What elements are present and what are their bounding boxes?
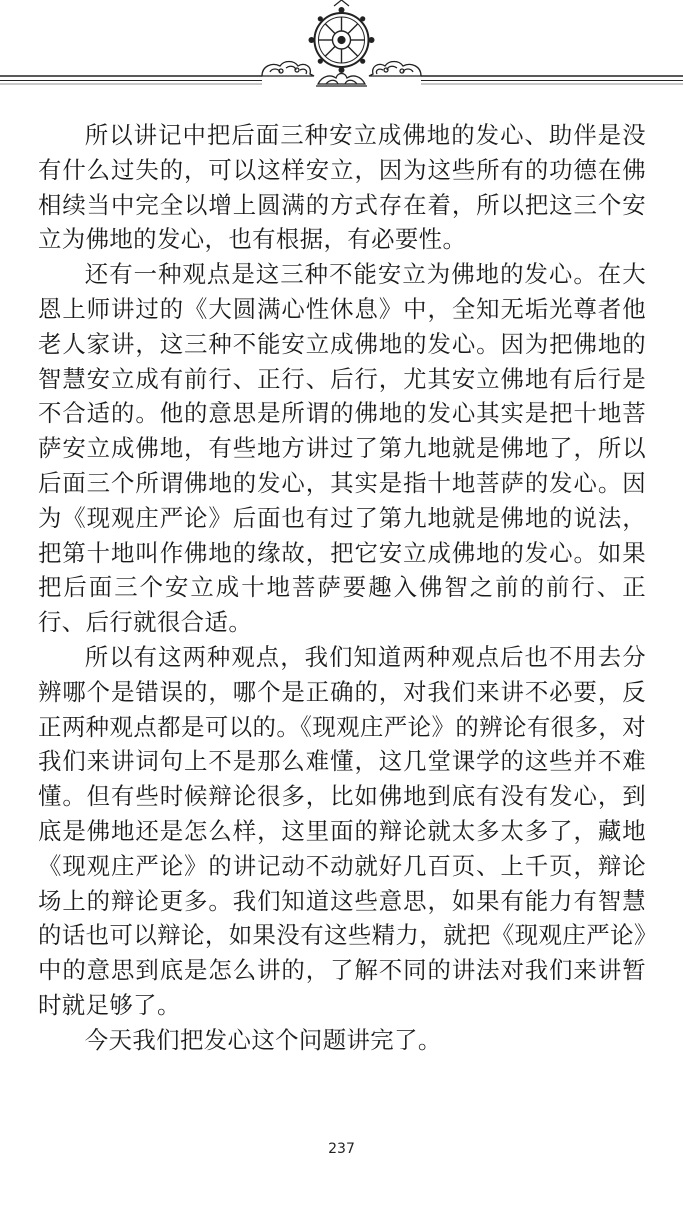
lotus-base-icon <box>316 74 367 87</box>
page-number: 237 <box>328 1141 355 1157</box>
cloud-ornament-left-icon <box>262 62 314 77</box>
page-header <box>0 0 683 100</box>
header-ornament <box>0 0 683 100</box>
dharma-wheel-icon <box>309 0 375 73</box>
cloud-ornament-right-icon <box>369 62 421 77</box>
paragraph-3: 所以有这两种观点，我们知道两种观点后也不用去分辨哪个是错误的，哪个是正确的，对我们来讲不必要，反正两种观点都是可以的。《现观庄严论》的辨论有很多，对我们来讲词句上不是那么难懂，这几堂课学的这些并不难懂。但有些时候辩论很多，比如佛地到底有没有发心，到底是佛地还是怎么样，这里面的辩论就太多太多了，藏地《现观庄严论》的讲记动不动就好几百页、上千页，辩论场上的辩论更多。我们知道这些意思，如果有能力有智慧的话也可以辩论，如果没有这些精力，就把《现观庄严论》中的意思到底是怎么讲的，了解不同的讲法对我们来讲暂时就足够了。 <box>38 642 646 1019</box>
header-rule-left <box>0 76 262 84</box>
paragraph-1: 所以讲记中把后面三种安立成佛地的发心、助伴是没有什么过失的，可以这样安立，因为这些所有的功德在佛相续当中完全以增上圆满的方式存在着，所以把这三个安立为佛地的发心，也有根据，有必要性。 <box>38 121 646 254</box>
page-body <box>38 118 646 1058</box>
paragraph-4: 今天我们把发心这个问题讲完了。 <box>84 1025 442 1054</box>
paragraph-2: 还有一种观点是这三种不能安立为佛地的发心。在大恩上师讲过的《大圆满心性休息》中，全知无垢光尊者他老人家讲，这三种不能安立成佛地的发心。因为把佛地的智慧安立成有前行、正行、后行，尤其安立佛地有后行是不合适的。他的意思是所谓的佛地的发心其实是把十地菩萨安立成佛地，有些地方讲过了第九地就是佛地了，所以后面三个所谓佛地的发心，其实是指十地菩萨的发心。因为《现观庄严论》后面也有过了第九地就是佛地的说法，把第十地叫作佛地的缘故，把它安立成佛地的发心。如果把后面三个安立成十地菩萨要趣入佛智之前的前行、正行、后行就很合适。 <box>38 260 646 637</box>
header-rule-right <box>421 76 683 84</box>
